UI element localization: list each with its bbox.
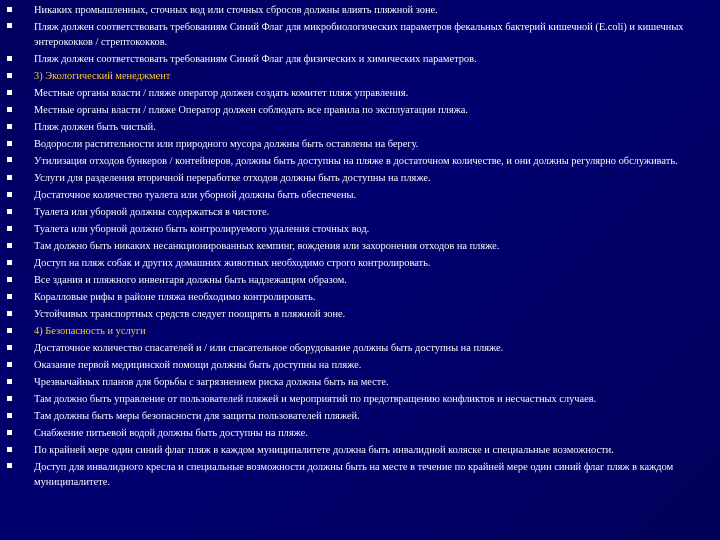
square-bullet-icon bbox=[7, 413, 12, 418]
list-item-text: 3) Экологический менеджмент bbox=[34, 71, 171, 82]
list-item bbox=[0, 51, 702, 68]
list-item-text: Устойчивых транспортных средств следует поощрять в пляжной зоне. bbox=[34, 309, 346, 320]
list-item-text: Оказание первой медицинской помощи должны быть доступны на пляже. bbox=[34, 360, 362, 371]
square-bullet-icon bbox=[7, 328, 12, 333]
list-item bbox=[0, 238, 702, 255]
list-item-text: Пляж должен соответствовать требованиям Синий Флаг для физических и химических параметров. bbox=[34, 54, 477, 65]
list-item bbox=[0, 374, 702, 391]
list-item-text: Снабжение питьевой водой должны быть доступны на пляже. bbox=[34, 428, 308, 439]
list-item-text: Туалета или уборной должно быть контролируемого удаления сточных вод. bbox=[34, 224, 370, 235]
list-item-text: Там должно быть управление от пользователей пляжей и мероприятий по предотвращению конфликтов и несчастных случаев. bbox=[34, 394, 597, 405]
square-bullet-icon bbox=[7, 141, 12, 146]
list-item bbox=[0, 19, 702, 51]
list-item-text: Чрезвычайных планов для борьбы с загрязнением риска должны быть на месте. bbox=[34, 377, 389, 388]
list-item bbox=[0, 153, 702, 170]
square-bullet-icon bbox=[7, 430, 12, 435]
square-bullet-icon bbox=[7, 56, 12, 61]
square-bullet-icon bbox=[7, 107, 12, 112]
list-item-text: Местные органы власти / пляже оператор должен создать комитет пляж управления. bbox=[34, 88, 409, 99]
square-bullet-icon bbox=[7, 73, 12, 78]
square-bullet-icon bbox=[7, 90, 12, 95]
list-item-text: Достаточное количество спасателей и / или спасательное оборудование должны быть доступны на пляже. bbox=[34, 343, 504, 354]
list-item-text: 4) Безопасность и услуги bbox=[34, 326, 146, 337]
list-item-text: Доступ для инвалидного кресла и специальные возможности должны быть на месте в течение по крайней мере один синий флаг пляж в каждом муниципалитете. bbox=[34, 462, 674, 488]
section-heading bbox=[0, 323, 702, 340]
list-item-text: Там должно быть никаких несанкционированных кемпинг, вождения или захоронения отходов на пляже. bbox=[34, 241, 500, 252]
list-item bbox=[0, 102, 702, 119]
list-item-text: Пляж должен соответствовать требованиям Синий Флаг для микробиологических параметров фекальных бактерий кишечной (E.coli) и кишечных энтерококков / стрептококков. bbox=[34, 22, 684, 48]
list-item bbox=[0, 170, 702, 187]
list-item-text: Доступ на пляж собак и других домашних животных необходимо строго контролировать. bbox=[34, 258, 431, 269]
list-item bbox=[0, 272, 702, 289]
section-heading bbox=[0, 68, 702, 85]
list-item-text: Все здания и пляжного инвентаря должны быть надлежащим образом. bbox=[34, 275, 347, 286]
square-bullet-icon bbox=[7, 124, 12, 129]
list-item bbox=[0, 442, 702, 459]
list-item-text: По крайней мере один синий флаг пляж в каждом муниципалитете должна быть инвалидной коляске и специальные возможности. bbox=[34, 445, 614, 456]
square-bullet-icon bbox=[7, 23, 12, 28]
list-item-text: Никаких промышленных, сточных вод или сточных сбросов должны влиять пляжной зоне. bbox=[34, 5, 438, 16]
list-item bbox=[0, 255, 702, 272]
list-item bbox=[0, 136, 702, 153]
square-bullet-icon bbox=[7, 396, 12, 401]
square-bullet-icon bbox=[7, 7, 12, 12]
square-bullet-icon bbox=[7, 260, 12, 265]
square-bullet-icon bbox=[7, 243, 12, 248]
list-item bbox=[0, 391, 702, 408]
list-item bbox=[0, 85, 702, 102]
list-item bbox=[0, 357, 702, 374]
list-item bbox=[0, 204, 702, 221]
square-bullet-icon bbox=[7, 311, 12, 316]
list-item bbox=[0, 306, 702, 323]
list-item-text: Там должны быть меры безопасности для защиты пользователей пляжей. bbox=[34, 411, 360, 422]
square-bullet-icon bbox=[7, 192, 12, 197]
square-bullet-icon bbox=[7, 157, 12, 162]
list-item bbox=[0, 459, 702, 491]
square-bullet-icon bbox=[7, 277, 12, 282]
square-bullet-icon bbox=[7, 175, 12, 180]
list-item bbox=[0, 2, 702, 19]
list-item bbox=[0, 425, 702, 442]
list-item-text: Пляж должен быть чистый. bbox=[34, 122, 156, 133]
list-item-text: Услуги для разделения вторичной переработке отходов должны быть доступны на пляже. bbox=[34, 173, 431, 184]
square-bullet-icon bbox=[7, 345, 12, 350]
list-item bbox=[0, 119, 702, 136]
square-bullet-icon bbox=[7, 463, 12, 468]
square-bullet-icon bbox=[7, 447, 12, 452]
square-bullet-icon bbox=[7, 379, 12, 384]
square-bullet-icon bbox=[7, 362, 12, 367]
list-item-text: Туалета или уборной должны содержаться в чистоте. bbox=[34, 207, 270, 218]
square-bullet-icon bbox=[7, 209, 12, 214]
list-item-text: Водоросли растительности или природного мусора должны быть оставлены на берегу. bbox=[34, 139, 419, 150]
square-bullet-icon bbox=[7, 294, 12, 299]
list-item-text: Достаточное количество туалета или уборной должны быть обеспечены. bbox=[34, 190, 357, 201]
list-item-text: Коралловые рифы в районе пляжа необходимо контролировать. bbox=[34, 292, 316, 303]
list-item bbox=[0, 340, 702, 357]
list-item bbox=[0, 289, 702, 306]
list-item-text: Местные органы власти / пляже Оператор должен соблюдать все правила по эксплуатации пляжа. bbox=[34, 105, 468, 116]
list-item bbox=[0, 221, 702, 238]
list-item-text: Утилизация отходов бункеров / контейнеров, должны быть доступны на пляже в достаточном количестве, и они должны регулярно обслуживать. bbox=[34, 156, 678, 167]
square-bullet-icon bbox=[7, 226, 12, 231]
list-item bbox=[0, 408, 702, 425]
list-item bbox=[0, 187, 702, 204]
